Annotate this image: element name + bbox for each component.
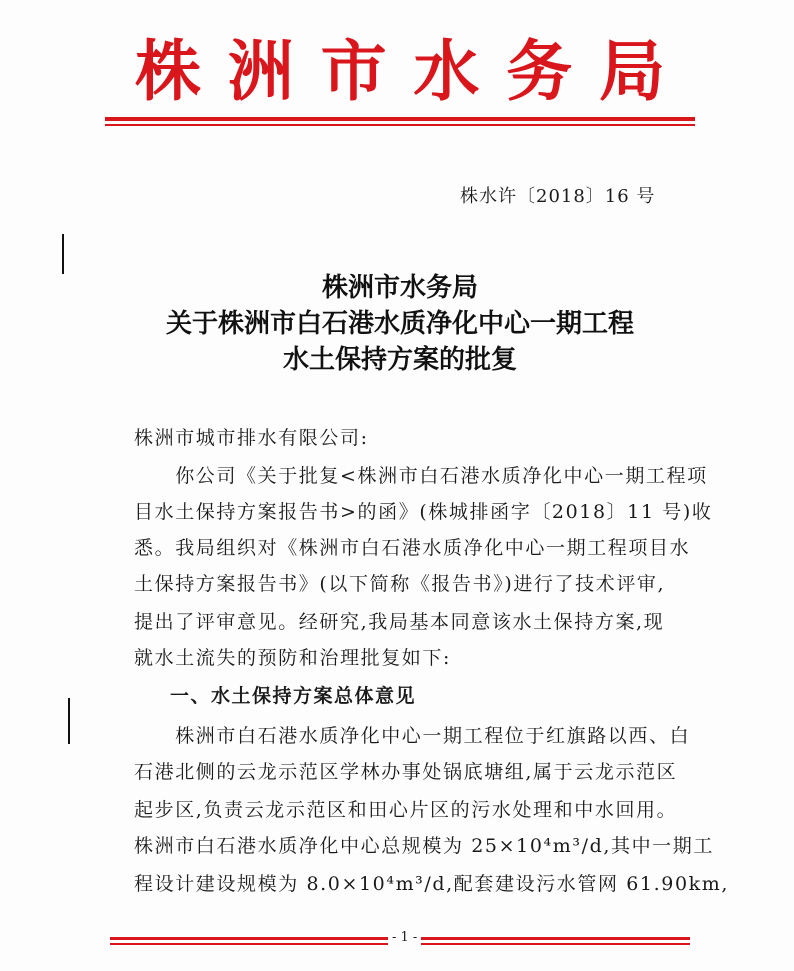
salutation: 株洲市城市排水有限公司: [134,427,369,449]
margin-mark [62,234,64,274]
title-line: 水土保持方案的批复 [282,345,517,375]
letterhead-title [105,32,695,112]
document-title [100,270,700,378]
paragraph-line: 株洲市白石港水质净化中心总规模为 25×10⁴m³/d,其中一期工 [134,835,714,857]
letterhead-rule-thin [105,124,695,126]
paragraph-line: 提出了评审意见。经研究,我局基本同意该水土保持方案,现 [134,611,665,633]
paragraph-line: 你公司《关于批复<株洲市白石港水质净化中心一期工程项 [134,465,708,487]
title-line: 株洲市水务局 [321,273,478,303]
document-number: 株水许〔2018〕16 号 [460,186,656,207]
paragraph-line: 悉。我局组织对《株洲市白石港水质净化中心一期工程项目水 [134,537,691,559]
paragraph-line: 目水土保持方案报告书>的函》(株城排函字〔2018〕11 号)收 [134,501,713,523]
margin-mark [68,698,70,744]
letterhead-char: 株 [135,33,201,110]
paragraph-line: 就水土流失的预防和治理批复如下: [134,647,452,669]
page-number: - 1 - [388,930,421,945]
paragraph-line: 株洲市白石港水质净化中心一期工程位于红旗路以西、白 [134,725,691,747]
letterhead-char: 务 [506,33,573,110]
paragraph-line: 土保持方案报告书》(以下简称《报告书》)进行了技术评审, [134,573,666,595]
title-line: 关于株洲市白石港水质净化中心一期工程 [165,309,634,339]
letterhead-char: 水 [413,33,480,110]
letterhead-rule-thick [105,117,695,121]
letterhead-char: 市 [320,33,387,110]
paragraph-line: 起步区,负责云龙示范区和田心片区的污水处理和中水回用。 [134,799,678,821]
letterhead-char: 洲 [227,33,294,110]
paragraph-line: 程设计建设规模为 8.0×10⁴m³/d,配套建设污水管网 61.90km, [134,873,730,895]
section-heading: 一、水土保持方案总体意见 [170,685,417,707]
paragraph-line: 石港北侧的云龙示范区学林办事处锅底塘组,属于云龙示范区 [134,761,678,783]
letterhead-char: 局 [598,33,665,110]
